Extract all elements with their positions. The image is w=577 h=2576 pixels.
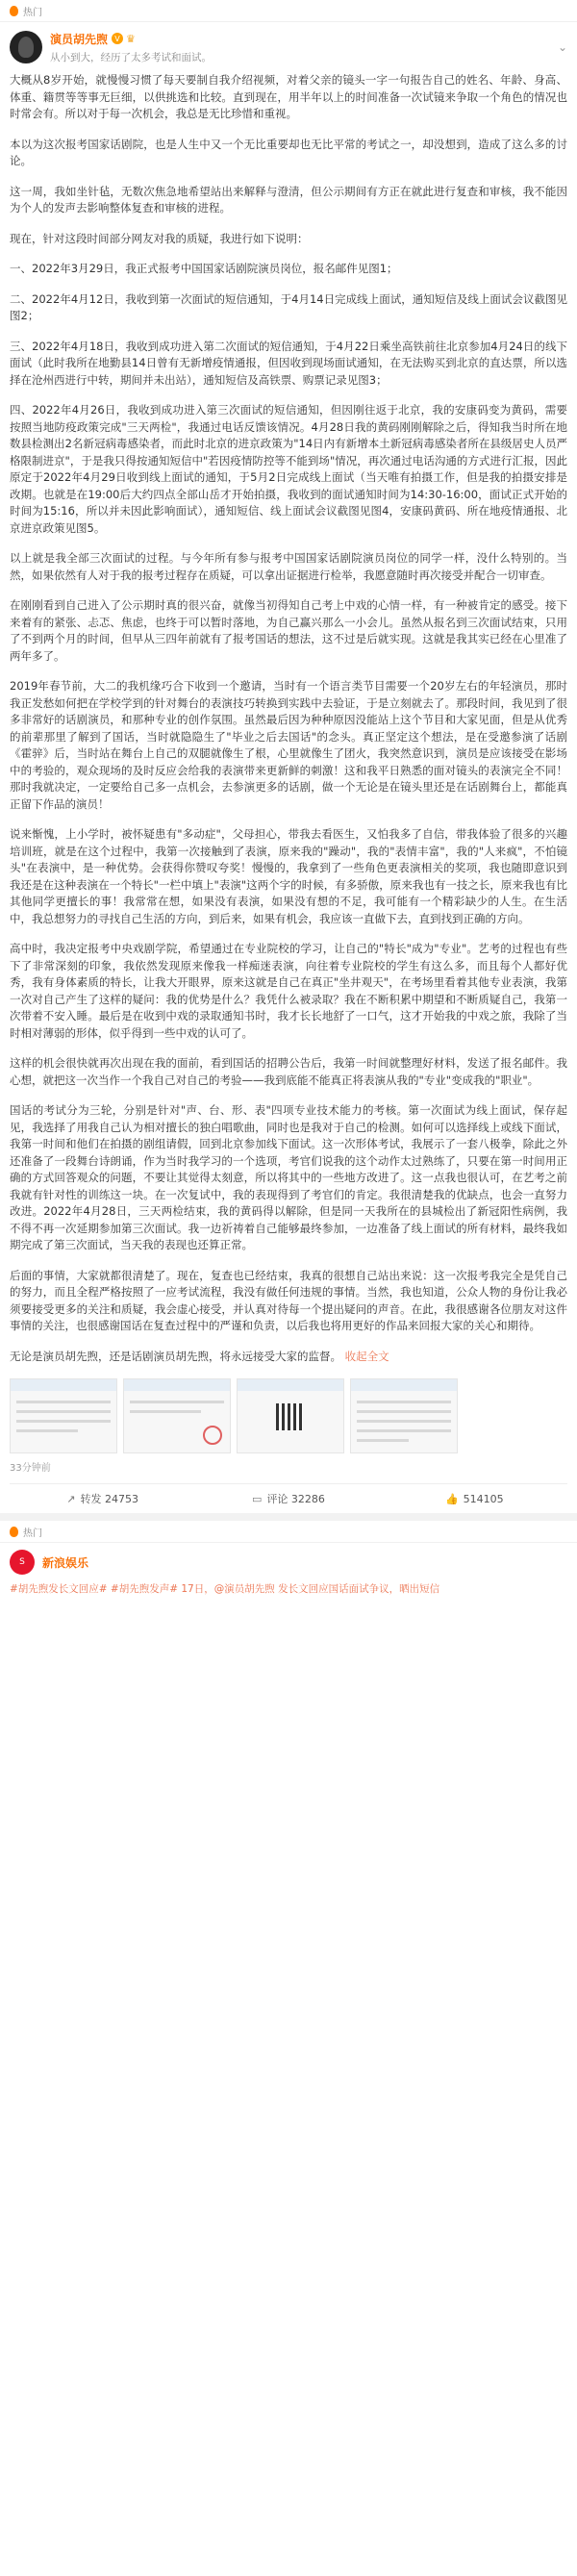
image-thumb[interactable] <box>237 1378 344 1453</box>
post-author <box>10 22 567 72</box>
post2-author-name[interactable]: 新浪娱乐 <box>42 1555 89 1570</box>
like-count: 514105 <box>463 1492 504 1505</box>
comment-count: 评论 32286 <box>266 1493 325 1505</box>
post-paragraph: 国话的考试分为三轮，分别是针对"声、台、形、表"四项专业技术能力的考核。第一次面试为线上面试，保存起见，我选择了用我自己认为相对擅长的独白唱歌曲，同时也是我对于自己的检测。如何可以选择线上或线下面试，我第一时间和他们在拍摄的剧组请假，回到北京参加线下面试。这一次形体考试，我展示了一套八极拳，除此之外还准备了一段舞台诗朗诵，作为当时我学习的一个选项，考官们说我的这个动作太过熟练了，只要在第一时间用正确的方式回答观众的问题，不要让其觉得太刻意，所以将其中的一些地方改进了。这一点我也很认可，在艺考之前我就有针对性的训练这一块。在一次复试中，我的表现得到了考官们的肯定。我很清楚我的优缺点，也会一直努力改进。2022年4月28日，三天两检结束，我的黄码得以解除，但是同一天我所在的县城检出了新冠阳性病例，我不得不再一次延期参加第三次面试。我一边祈祷着自己能够最终参加，一边准备了线上面试的所有材料，最终我如期完成了第三次面试，当天我的表现也还算正常。 <box>10 1103 567 1251</box>
chevron-down-icon[interactable]: ⌄ <box>557 40 567 54</box>
post-time: 33分钟前 <box>10 1463 51 1474</box>
post-paragraph: 说来惭愧，上小学时，被怀疑患有"多动症"，父母担心，带我去看医生，又怕我多了自信，带我体验了很多的兴趣培训班，就是在这个过程中，我第一次接触到了表演，原来我的"躁动"，我的"表情丰富"，我的"人来疯"，不怕镜头"在表演中，是一种优势。会获得你赞叹夸奖！慢慢的，我拿到了一些角色更表演相关的奖项，我也随即意识到我还是在这种表演在一个特长"一栏中填上"表演"这两个字的时候，有多骄傲，原来我也有一技之长，原来我也有比其他同学更擅长的事！我常常在想，如果没有表演，如果没有想的不足，我可能有一个精彩缺少的人生。在生活中，我总想努力的寻找自己生活的方向，到后来，如果有机会，我应该一直做下去，直到找到正确的方向。 <box>10 827 567 925</box>
like-button[interactable] <box>382 1493 567 1505</box>
post-paragraph: 一、2022年3月29日，我正式报考中国国家话剧院演员岗位，报名邮件见图1； <box>10 262 398 275</box>
hot-label-2: 热门 <box>23 1528 42 1539</box>
image-thumb[interactable] <box>10 1378 117 1453</box>
image-thumb[interactable] <box>350 1378 458 1453</box>
hot-flame-icon <box>10 6 18 16</box>
weibo-post-2 <box>0 1543 577 1597</box>
post-paragraph: 本以为这次报考国家话剧院，也是人生中又一个无比重要却也无比平常的考试之一，却没想到，造成了这么多的讨论。 <box>10 137 567 167</box>
post-paragraph: 三、2022年4月18日，我收到成功进入第二次面试的短信通知，于4月22日乘坐高铁前往北京参加4月24日的线下面试（此时我所在地勤县14日曾有无新增疫情通报，但因收到现场面试通知，在无法购买到北京的直达票，所以选择在沧州西进行中转，期间并未出站），通知短信及高铁票、购票记录见图3； <box>10 339 567 387</box>
image-thumb[interactable] <box>123 1378 231 1453</box>
post-paragraph: 大概从8岁开始，就慢慢习惯了每天要制自我介绍视频，对着父亲的镜头一字一句报告自己的姓名、年龄、身高、体重、籍贯等等事无巨细，以供挑选和比较。直到现在，用半年以上的时间准备一次试镜来争取一个角色的情况也时常会有。所以对于每一次机会，我总是无比珍惜和重视。 <box>10 73 567 120</box>
post-paragraph: 现在，针对这段时间部分网友对我的质疑，我进行如下说明： <box>10 231 309 245</box>
thumbs-up-icon: 👍 <box>444 1492 459 1505</box>
post-separator <box>0 1513 577 1521</box>
author-name[interactable]: 演员胡先煦 <box>50 32 109 46</box>
post-paragraph: 二、2022年4月12日，我收到第一次面试的短信通知，于4月14日完成线上面试，通知短信及线上面试会议截图见图2； <box>10 291 567 322</box>
crown-icon: ♛ <box>126 32 136 45</box>
share-count: 转发 24753 <box>80 1493 139 1505</box>
post-paragraph: 后面的事情，大家就都很清楚了。现在，复查也已经结束，我真的很想自己站出来说：这一次报考我完全是凭自己的努力，而且全程严格按照了一应考试流程，我没有做任何违规的事情。当然，我也知道，公众人物的身份让我必须要接受更多的关注和质疑，我会虚心接受，并认真对待每一个提出疑问的声音。在此，我很感谢各位朋友对这件事情的关注，也很感谢国话在复查过程中的严谨和负责，以后我也将用更好的作品来回报大家的关心和期待。 <box>10 1268 567 1332</box>
post-body <box>10 72 567 1365</box>
post-actions <box>10 1483 567 1513</box>
share-icon: ↗ <box>66 1492 76 1505</box>
post2-author <box>10 1543 567 1581</box>
author-name-line <box>50 31 212 47</box>
post-paragraph: 高中时，我决定报考中央戏剧学院，希望通过在专业院校的学习，让自己的"特长"成为"专业"。艺考的过程也有些下了非常深刻的印象，我依然发现原来像我一样痴迷表演，向往着专业院校的学生有这么多，而且每个人都好优秀，我有身体素质的特长，让我大开眼界，原来这就是自己在真正"坐井观天"，在考场里看着其他专业表演，我第一次对自己产生了这样的疑问：我的优势是什么？我凭什么被录取？我在不断积累中期望和不断质疑自己，我第一次带着不安入睡。最后是在收到中戏的录取通知书时，我才长长地舒了一口气，这才开始我的中戏之旅，我除了当时相对薄弱的形体，似乎得到一些中戏的认可了。 <box>10 942 567 1040</box>
collapse-link[interactable]: 收起全文 <box>344 1349 389 1363</box>
post-paragraph: 在刚刚看到自己进入了公示期时真的很兴奋，就像当初得知自己考上中戏的心情一样，有一种被肯定的感受。接下来着有的紧张、忐忑、焦虑，也终于可以暂时落地，为自己赢兴那么一小会儿。虽然从报名到三次面试结束，只用了不到两个月的时间，但早从三四年前就有了报考国话的想法，这不过是后就实现。这就是我其实已经在心里准了两年多了。 <box>10 598 567 663</box>
hot-flame-icon <box>10 1527 18 1537</box>
image-gallery <box>10 1378 567 1453</box>
hot-label-bar-2 <box>0 1521 577 1543</box>
post2-body <box>10 1581 567 1597</box>
author-info <box>50 31 212 64</box>
author-bio: 从小到大，经历了太多考试和面试。 <box>50 51 212 63</box>
post-paragraph: 这样的机会很快就再次出现在我的面前，看到国话的招聘公告后，我第一时间就整理好材料，发送了报名邮件。我心想，就把这一次当作一个我自己对自己的考验——我到底能不能真正将表演从我的"专业"变成我的"职业"。 <box>10 1056 567 1087</box>
hot-label: 热门 <box>23 7 42 18</box>
post-closing <box>10 1349 567 1366</box>
closing-text: 无论是演员胡先煦，还是话剧演员胡先煦，将永远接受大家的监督。 <box>10 1349 341 1363</box>
post2-tags[interactable]: #胡先煦发长文回应# #胡先煦发声# 17日，@演员胡先煦 发长文回应国话面试争议，晒出短信 <box>10 1583 440 1595</box>
post-paragraph: 四、2022年4月26日，我收到成功进入第三次面试的短信通知，但因刚往返于北京，我的安康码变为黄码，需要按照当地防疫政策完成"三天两检"，我通过电话反馈该情况。4月28日我的黄码刚刚解除之后，得知我当时所在地数县检测出2名新冠病毒感染者，而此时北京的进京政策为"14日内有新增本土新冠病毒感染者所在县级居史人员严格限制进京"，于是我只得按通知短信中"若因疫情防控等不能到场"情况，再次通过电话沟通的方式进行汇报，因此原定于2022年4月29日收到线上面试的通知，于5月2日完成线上面试（当天唯有拍摄工作，但是我的拍摄安排是改期。也就是在19:00后大约四点全部山岳才开始拍摄，我收到的面试通知时间为14:30-16:00，面试正式开始的时间为15:16，所以并未因此影响面试），通知短信、线上面试会议截图见图4，安康码黄码、所在地疫情通报、北京进京政策见图5。 <box>10 403 567 535</box>
comment-button[interactable] <box>195 1491 381 1506</box>
avatar[interactable] <box>10 31 42 63</box>
weibo-post <box>0 22 577 1513</box>
share-button[interactable] <box>10 1491 195 1506</box>
hot-label-bar <box>0 0 577 22</box>
post-paragraph: 2019年春节前，大二的我机缘巧合下收到一个邀请，当时有一个语言类节目需要一个20岁左右的年轻演员，那时我正发愁如何把在学校学到的针对舞台的表演技巧转换到实践中去验证，于是立刻就去了。那段时间，我见到了很多非常好的话剧演员，和那种专业的创作氛围。虽然最后因为种种原因没能站上这个节目和大家见面，但是从优秀的前辈那里了解到了国话，当时就隐隐生了"毕业之后去国话"的念头。真正坚定这个想法，是在受邀参演了话剧《霍骍》后，当时站在舞台上自己的双腿就像生了根，心里就像生了团火，我突然意识到，演员是应该接受在影场中的考验的，观众现场的及时反应会给我的表演带来更新鲜的刺激！这和我平日熟悉的面对镜头的表演完全不同！那时我就决定，一定要给自己多一点机会，去参演更多的话剧，做一个无论是在镜头里还是在话剧舞台上，都能真正留下作品的演员！ <box>10 679 567 811</box>
sina-avatar[interactable]: S <box>10 1550 35 1575</box>
post-paragraph: 以上就是我全部三次面试的过程。与今年所有参与报考中国国家话剧院演员岗位的同学一样，没什么特别的。当然，如果依然有人对于我的报考过程存在质疑，可以拿出证据进行检举，我愿意随时再次接受并配合一切审查。 <box>10 551 567 582</box>
post-paragraph: 这一周，我如坐针毡，无数次焦急地希望站出来解释与澄清，但公示期间有方正在就此进行复查和审核，我不能因为个人的发声去影响整体复查和审核的进程。 <box>10 184 567 215</box>
verified-badge-icon: V <box>112 33 123 44</box>
comment-icon: ▭ <box>252 1492 263 1505</box>
